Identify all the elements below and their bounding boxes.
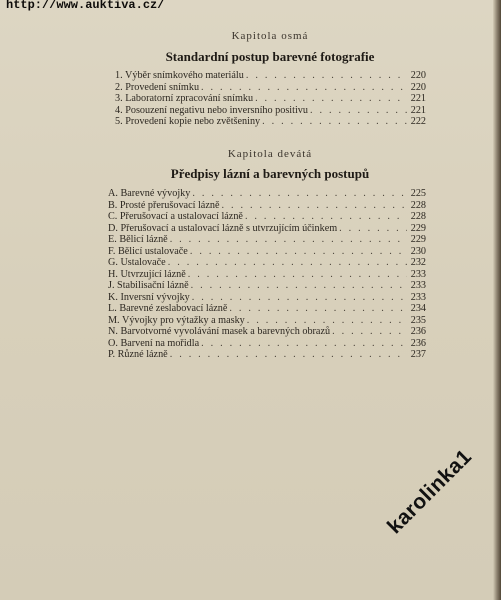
toc-entry	[108, 315, 426, 327]
dot-leader	[192, 292, 407, 304]
toc-entry-title: P. Různé lázně	[108, 349, 168, 360]
toc-entry-page: 220	[410, 81, 426, 93]
toc-entry	[108, 200, 426, 212]
toc-entry-title: 2. Provedení snímku	[115, 81, 200, 93]
source-url: http://www.auktiva.cz/	[6, 0, 165, 12]
chapter-9-contents	[108, 188, 426, 361]
toc-entry-page: 222	[410, 116, 426, 127]
toc-entry-title: A. Barevné vývojky	[108, 188, 191, 199]
toc-entry	[108, 292, 426, 304]
toc-entry-page: 220	[410, 70, 426, 81]
toc-entry	[108, 257, 426, 269]
toc-entry	[108, 269, 426, 281]
book-spine-shadow	[493, 0, 501, 600]
toc-entry-page: 221	[410, 104, 426, 116]
dot-leader	[332, 326, 407, 338]
toc-entry	[115, 82, 426, 94]
toc-entry	[108, 188, 426, 200]
dot-leader	[255, 93, 407, 105]
toc-entry-page: 228	[410, 211, 426, 222]
toc-entry-page: 236	[410, 337, 426, 349]
toc-entry-title: O. Barvení na mořidla	[108, 337, 200, 349]
chapter-8-title: Standardní postup barevné fotografie	[165, 49, 375, 64]
toc-entry-title: K. Inversní vývojky	[108, 291, 190, 303]
toc-entry	[108, 246, 426, 258]
toc-entry	[108, 280, 426, 292]
toc-entry-page: 225	[410, 188, 426, 199]
toc-entry-title: L. Barevné zeslabovací lázně	[108, 303, 228, 314]
toc-entry-page: 236	[410, 326, 426, 337]
toc-entry-title: H. Utvrzující lázně	[108, 268, 186, 280]
toc-entry-title: N. Barvotvorné vyvolávání masek a barevných obrazů	[108, 326, 331, 337]
toc-entry-page: 232	[410, 257, 426, 268]
dot-leader	[188, 269, 407, 281]
watermark-signature: karolinka1	[383, 444, 477, 539]
dot-leader	[191, 280, 407, 292]
toc-entry-page: 233	[410, 280, 426, 291]
dot-leader	[246, 70, 407, 82]
toc-entry-title: 4. Posouzení negativu nebo inversního positivu	[115, 104, 308, 116]
dot-leader	[170, 234, 407, 246]
dot-leader	[190, 246, 407, 258]
toc-entry-title: B. Prosté přerušovací lázně	[108, 199, 220, 211]
toc-entry-page: 233	[410, 291, 426, 303]
toc-entry-page: 233	[410, 268, 426, 280]
toc-entry	[108, 223, 426, 235]
toc-entry	[108, 349, 426, 361]
toc-entry	[115, 70, 426, 82]
toc-entry-page: 234	[410, 303, 426, 314]
dot-leader	[310, 105, 407, 117]
toc-entry-title: C. Přerušovací a ustalovací lázně	[108, 211, 243, 222]
toc-entry-page: 230	[410, 245, 426, 257]
dot-leader	[229, 303, 407, 315]
dot-leader	[192, 188, 407, 200]
toc-entry-title: G. Ustalovače	[108, 257, 166, 268]
toc-entry	[115, 93, 426, 105]
dot-leader	[201, 82, 407, 94]
toc-entry	[108, 234, 426, 246]
toc-entry-title: 5. Provedení kopie nebo zvětšeniny	[115, 116, 261, 127]
toc-entry-page: 228	[410, 199, 426, 211]
dot-leader	[221, 200, 407, 212]
dot-leader	[262, 116, 407, 128]
dot-leader	[170, 349, 407, 361]
toc-entry-title: M. Vývojky pro výtažky a masky	[108, 314, 245, 326]
toc-entry-title: 3. Laboratorní zpracování snímku	[115, 93, 254, 104]
chapter-8-contents	[115, 70, 426, 128]
toc-entry-title: F. Bělicí ustalovače	[108, 245, 188, 257]
toc-entry-title: J. Stabilisační lázně	[108, 280, 189, 291]
toc-entry-page: 221	[410, 93, 426, 104]
dot-leader	[201, 338, 407, 350]
toc-entry	[108, 326, 426, 338]
dot-leader	[245, 211, 407, 223]
toc-entry	[115, 105, 426, 117]
toc-entry	[108, 211, 426, 223]
chapter-9-kicker: Kapitola devátá	[227, 148, 313, 160]
toc-entry-title: D. Přerušovací a ustalovací lázně s utvrzujícím účinkem	[108, 222, 338, 234]
toc-entry	[115, 116, 426, 128]
toc-entry-page: 229	[410, 222, 426, 234]
toc-entry-title: E. Bělicí lázně	[108, 234, 168, 245]
toc-entry	[108, 338, 426, 350]
chapter-8-kicker: Kapitola osmá	[231, 30, 309, 42]
dot-leader	[168, 257, 407, 269]
dot-leader	[339, 223, 407, 235]
toc-entry-page: 237	[410, 349, 426, 360]
toc-entry-page: 229	[410, 234, 426, 245]
dot-leader	[247, 315, 407, 327]
toc-entry-title: 1. Výběr snímkového materiálu	[115, 70, 244, 81]
toc-entry-page: 235	[410, 314, 426, 326]
toc-entry	[108, 303, 426, 315]
chapter-9-title: Předpisy lázní a barevných postupů	[170, 166, 370, 181]
